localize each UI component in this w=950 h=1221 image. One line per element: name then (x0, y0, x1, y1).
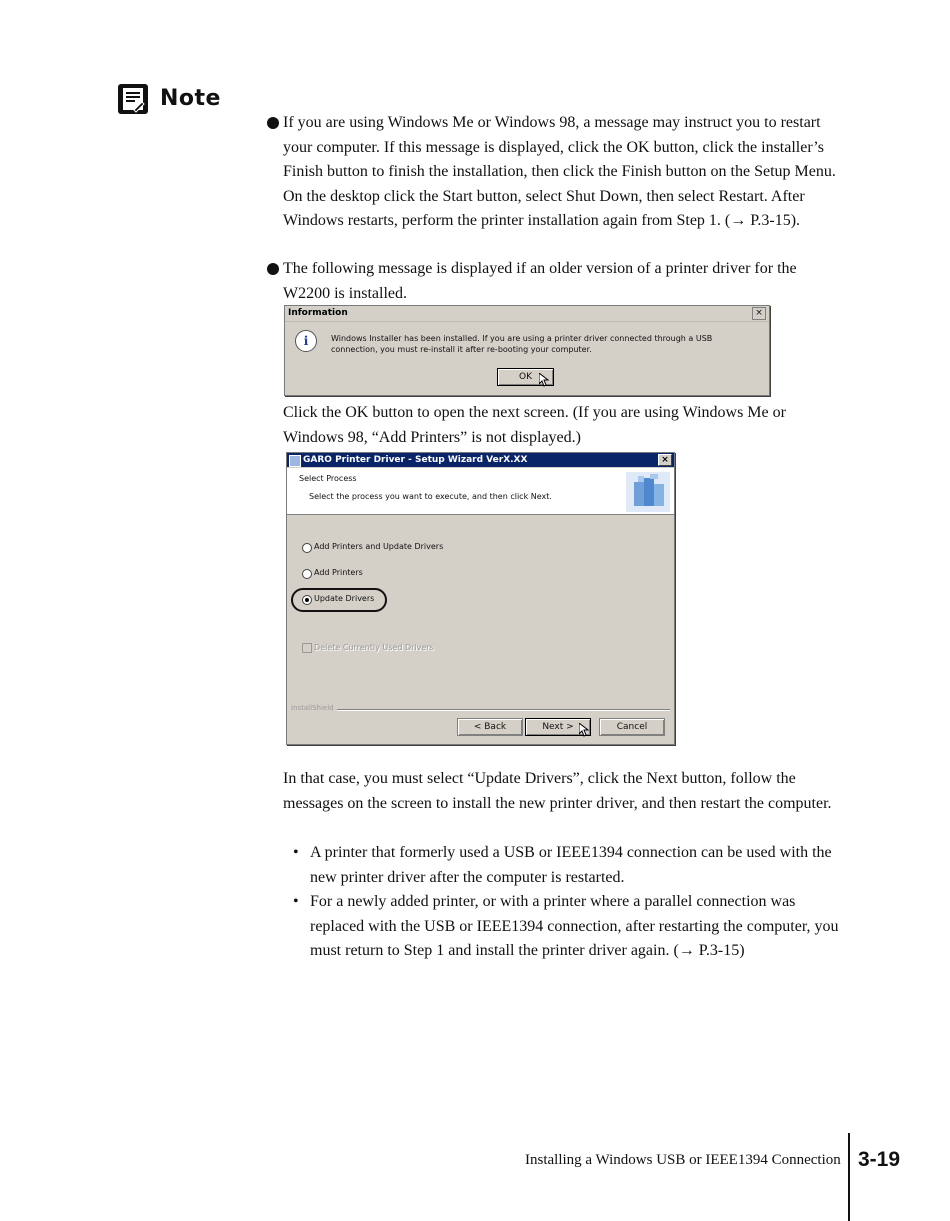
sub-bullet-text: A printer that formerly used a USB or IEEE1394 connection can be used with the new printer driver after the computer is restarted. (310, 844, 832, 886)
sub-bullet-dot: • (293, 844, 299, 861)
footer-divider (848, 1133, 850, 1221)
checkbox-label: Delete Currently Used Drivers (314, 643, 434, 652)
close-icon[interactable]: × (658, 454, 672, 466)
bullet-text-older-driver: The following message is displayed if an older version of a printer driver for the W2200 is installed. (283, 260, 797, 302)
dialog-title: Information (285, 306, 769, 322)
setup-wizard-window (286, 452, 675, 745)
bullet-dot (267, 263, 279, 275)
next-button[interactable]: Next > (525, 718, 591, 736)
option-label: Add Printers and Update Drivers (314, 542, 444, 551)
sub-bullet-dot: • (293, 893, 299, 910)
printer-graphic-icon (626, 472, 670, 512)
radio-add-printers[interactable] (302, 569, 312, 579)
radio-add-printers-and-update-drivers[interactable] (302, 543, 312, 553)
wizard-heading: Select Process (299, 474, 357, 483)
wizard-subheading: Select the process you want to execute, and then click Next. (309, 492, 552, 501)
note-icon (118, 84, 148, 114)
after-wizard-text: In that case, you must select “Update Drivers”, click the Next button, follow the messages on the screen to install the new printer driver, and then restart the computer. (283, 770, 832, 812)
installshield-label: InstallShield (291, 704, 334, 712)
cursor-icon (579, 723, 589, 737)
bullet-dot (267, 117, 279, 129)
bullet-text-restart: If you are using Windows Me or Windows 98, a message may instruct you to restart your computer. If this message is displayed, click the OK button, click the installer’s Finish button to finish the installation, then click the Finish button on the Setup Menu. On the desktop click the Start button, select Shut Down, then select Restart. After Windows restarts, perform the printer installation again from Step 1. (→ P.3-15). (283, 114, 836, 229)
wizard-titlebar (287, 453, 674, 467)
wizard-header (287, 468, 674, 515)
divider (337, 709, 670, 711)
wizard-title: GARO Printer Driver - Setup Wizard VerX.XX (303, 455, 528, 465)
footer-section-title: Installing a Windows USB or IEEE1394 Connection (525, 1152, 841, 1168)
cancel-button[interactable]: Cancel (599, 718, 665, 736)
option-label: Update Drivers (314, 594, 375, 603)
delete-drivers-checkbox[interactable] (302, 643, 312, 653)
info-icon: i (295, 330, 317, 352)
ok-button[interactable]: OK (497, 368, 554, 386)
page-number: 3-19 (858, 1148, 901, 1171)
after-dialog-text: Click the OK button to open the next screen. (If you are using Windows Me or Windows 98, “Add Printers” is not displayed.) (283, 404, 786, 446)
information-dialog (284, 305, 770, 396)
note-title: Note (160, 86, 221, 111)
app-icon (289, 455, 301, 467)
radio-update-drivers[interactable] (302, 595, 312, 605)
sub-bullet-text: For a newly added printer, or with a printer where a parallel connection was replaced with the USB or IEEE1394 connection, after restarting the computer, you must return to Step 1 and install the printer driver again. (→ P.3-15) (310, 893, 839, 959)
back-button[interactable]: < Back (457, 718, 523, 736)
option-label: Add Printers (314, 568, 363, 577)
close-icon[interactable]: × (752, 307, 766, 320)
dialog-message: Windows Installer has been installed. If you are using a printer driver connected through a USB connection, you must re-install it after re-booting your computer. (331, 334, 713, 354)
cursor-icon (539, 373, 549, 387)
